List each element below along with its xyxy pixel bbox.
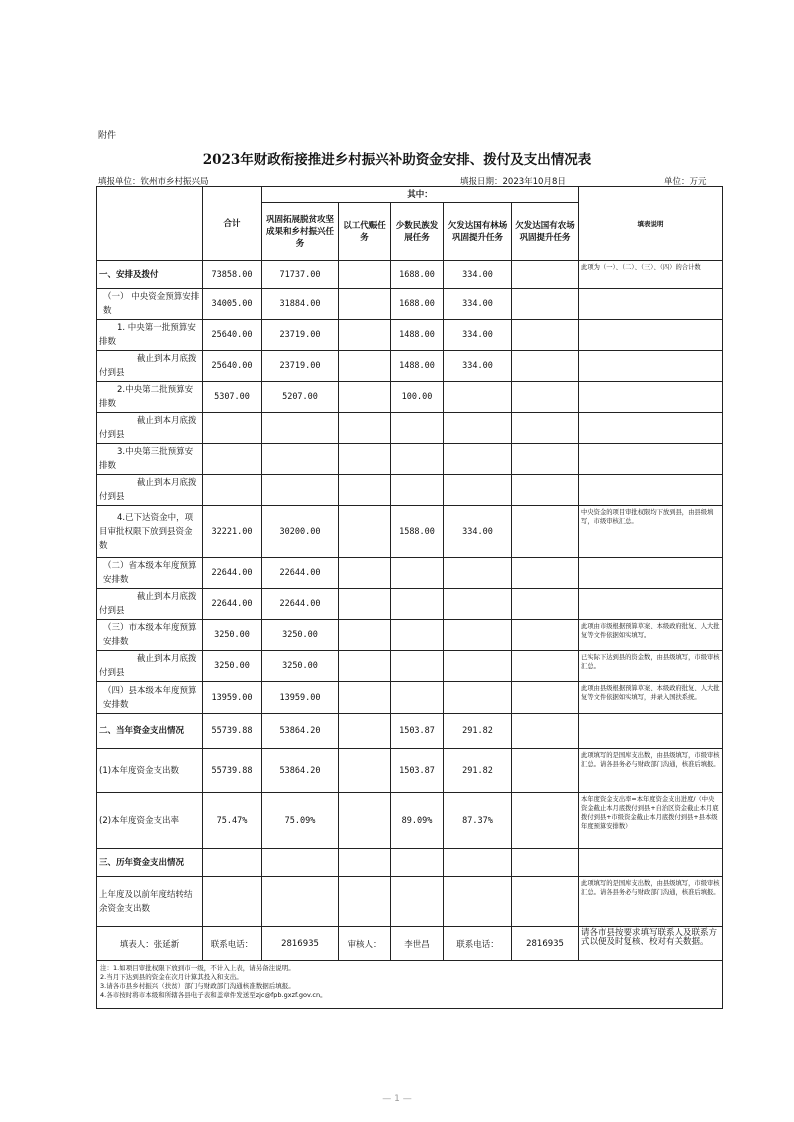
cell-c5: [512, 444, 579, 475]
cell-c4: 334.00: [444, 289, 512, 320]
cell-c3: [391, 877, 444, 927]
row-label: （四）县本级本年度预算安排数: [97, 682, 203, 714]
cell-c4: [444, 558, 512, 589]
row-label: 4.已下达资金中，项目审批权限下放到县资金数: [97, 506, 203, 558]
cell-total: 22644.00: [203, 589, 262, 620]
cell-c1: 53864.20: [262, 749, 339, 793]
cell-c5: [512, 475, 579, 506]
cell-total: 34005.00: [203, 289, 262, 320]
table-row: [97, 289, 723, 320]
cell-c4: 334.00: [444, 261, 512, 289]
cell-c4: [444, 849, 512, 877]
cell-c1: 30200.00: [262, 506, 339, 558]
cell-c3: [391, 849, 444, 877]
cell-c5: [512, 793, 579, 849]
cell-c3: 1488.00: [391, 320, 444, 351]
table-row: [97, 444, 723, 475]
cell-note: 已实际下达到县的资金数，由县级填写，市级审核汇总。: [579, 651, 723, 682]
cell-c1: [262, 444, 339, 475]
cell-c2: [339, 444, 391, 475]
cell-c5: [512, 589, 579, 620]
cell-c1: [262, 877, 339, 927]
cell-c4: 334.00: [444, 506, 512, 558]
filing-date: 填报日期：2023年10月8日: [460, 177, 566, 187]
cell-total: 13959.00: [203, 682, 262, 714]
table-row: [97, 382, 723, 413]
cell-total: [203, 475, 262, 506]
row-label: 二、当年资金支出情况: [97, 714, 203, 749]
cell-c2: [339, 320, 391, 351]
note-line: 注：1.如项目审批权限下放到市一级，不计入上表，请另备注说明。: [100, 964, 295, 972]
cell-c5: [512, 651, 579, 682]
cell-c2: [339, 749, 391, 793]
cell-c4: [444, 620, 512, 651]
table-row: [97, 506, 723, 558]
cell-note: 中央资金的项目审批权限均下放到县，由县级填写，市级审核汇总。: [579, 506, 723, 558]
cell-note: [579, 413, 723, 444]
cell-c1: [262, 413, 339, 444]
cell-note: 本年度资金支出率=本年度资金支出进度/（中央资金截止本月底拨付到县+自治区资金截止本月底拨付到县+市级资金截止本月底拨付到县+县本级年度预算安排数）: [579, 793, 723, 849]
notes-cell: [97, 961, 723, 1009]
cell-c5: [512, 877, 579, 927]
cell-c5: [512, 289, 579, 320]
cell-c4: 334.00: [444, 320, 512, 351]
table-row: [97, 714, 723, 749]
header-c3: 少数民族发展任务: [391, 203, 444, 261]
row-label: 截止到本月底拨付到县: [97, 475, 203, 506]
cell-c1: 22644.00: [262, 589, 339, 620]
cell-note: [579, 351, 723, 382]
cell-c4: [444, 475, 512, 506]
row-label: 截止到本月底拨付到县: [97, 589, 203, 620]
cell-note: [579, 444, 723, 475]
phone-label-2: 联系电话：: [444, 927, 512, 961]
table-row: [97, 589, 723, 620]
row-label: （二）省本级本年度预算安排数: [97, 558, 203, 589]
cell-c2: [339, 261, 391, 289]
reviewer-label: 审核人：: [339, 927, 391, 961]
cell-c3: [391, 444, 444, 475]
cell-c5: [512, 620, 579, 651]
cell-c2: [339, 620, 391, 651]
cell-c4: [444, 589, 512, 620]
table-row: [97, 475, 723, 506]
cell-note: [579, 320, 723, 351]
table-row: [97, 651, 723, 682]
cell-c2: [339, 413, 391, 444]
table-row: [97, 320, 723, 351]
cell-c3: 1503.87: [391, 714, 444, 749]
cell-c2: [339, 589, 391, 620]
table-row: [97, 877, 723, 927]
cell-c5: [512, 261, 579, 289]
cell-total: 5307.00: [203, 382, 262, 413]
row-label: 3.中央第三批预算安排数: [97, 444, 203, 475]
row-label: （一） 中央资金预算安排数: [97, 289, 203, 320]
cell-note: [579, 475, 723, 506]
cell-c1: 5207.00: [262, 382, 339, 413]
attachment-label: 附件: [98, 131, 117, 141]
phone-1: 2816935: [262, 927, 339, 961]
filing-unit: 填报单位：钦州市乡村振兴局: [98, 177, 209, 187]
cell-c5: [512, 382, 579, 413]
header-c1: 巩固拓展脱贫攻坚成果和乡村振兴任务: [262, 203, 339, 261]
table-row: [97, 682, 723, 714]
cell-c1: 3250.00: [262, 620, 339, 651]
cell-c3: [391, 620, 444, 651]
cell-note: 此项由县级根据预算草案、本级政府批复、人大批复等文件依据如实填写，并录入国扶系统。: [579, 682, 723, 714]
cell-c4: 291.82: [444, 749, 512, 793]
cell-c2: [339, 849, 391, 877]
cell-c3: 1688.00: [391, 261, 444, 289]
row-label: (1)本年度资金支出数: [97, 749, 203, 793]
cell-total: 3250.00: [203, 651, 262, 682]
cell-c4: 334.00: [444, 351, 512, 382]
page-number: — 1 —: [382, 1094, 412, 1104]
cell-c5: [512, 714, 579, 749]
row-label: 2.中央第二批预算安排数: [97, 382, 203, 413]
cell-c3: [391, 475, 444, 506]
cell-c2: [339, 651, 391, 682]
cell-note: [579, 382, 723, 413]
cell-total: 25640.00: [203, 320, 262, 351]
cell-total: 55739.88: [203, 714, 262, 749]
cell-c1: [262, 475, 339, 506]
footer-note: 请各市县按要求填写联系人及联系方式以便及时复核、校对有关数据。: [579, 927, 723, 961]
row-label: 截止到本月底拨付到县: [97, 651, 203, 682]
cell-total: 55739.88: [203, 749, 262, 793]
table-row: [97, 793, 723, 849]
cell-c4: [444, 444, 512, 475]
cell-c3: 1488.00: [391, 351, 444, 382]
cell-note: 此项为（一）、（二）、（三）、（四）的合计数: [579, 261, 723, 289]
cell-c2: [339, 289, 391, 320]
cell-c5: [512, 749, 579, 793]
cell-c1: 53864.20: [262, 714, 339, 749]
cell-total: 32221.00: [203, 506, 262, 558]
cell-c3: 1688.00: [391, 289, 444, 320]
cell-c1: 75.09%: [262, 793, 339, 849]
cell-total: [203, 444, 262, 475]
cell-c1: [262, 849, 339, 877]
note-line: 4.各市按时将市本级和所辖各县电子表和盖章件发送至zjc@fpb.gxzf.gov.cn。: [100, 991, 327, 999]
cell-total: 25640.00: [203, 351, 262, 382]
phone-2: 2816935: [512, 927, 579, 961]
table-row: [97, 849, 723, 877]
cell-note: 此项填写的是国库支出数，由县级填写，市级审核汇总。请各县务必与财政部门沟通，核准后填报。: [579, 877, 723, 927]
cell-c2: [339, 351, 391, 382]
note-line: 3.请各市县乡村振兴（扶贫）部门与财政部门沟通核准数据后填报。: [100, 982, 295, 990]
row-label: 三、历年资金支出情况: [97, 849, 203, 877]
table-row: [97, 351, 723, 382]
table-row: [97, 413, 723, 444]
cell-c4: [444, 877, 512, 927]
cell-c3: [391, 558, 444, 589]
header-total: 合计: [203, 187, 262, 261]
cell-total: [203, 413, 262, 444]
cell-c5: [512, 849, 579, 877]
cell-c1: 13959.00: [262, 682, 339, 714]
note-line: 2.当月下达到县的资金在次月计算其投入和支出。: [100, 973, 243, 981]
cell-note: [579, 589, 723, 620]
cell-c4: 291.82: [444, 714, 512, 749]
header-c5: 欠发达国有农场巩固提升任务: [512, 203, 579, 261]
cell-c2: [339, 506, 391, 558]
header-c4: 欠发达国有林场巩固提升任务: [444, 203, 512, 261]
header-group: 其中：: [262, 187, 579, 203]
header-note: 填表说明: [579, 187, 723, 261]
cell-note: [579, 289, 723, 320]
cell-c3: 89.09%: [391, 793, 444, 849]
cell-total: 73858.00: [203, 261, 262, 289]
table-row: [97, 620, 723, 651]
cell-c4: [444, 382, 512, 413]
funds-table: [96, 186, 723, 1009]
cell-c2: [339, 793, 391, 849]
cell-c2: [339, 682, 391, 714]
cell-c3: [391, 589, 444, 620]
cell-c4: 87.37%: [444, 793, 512, 849]
cell-c3: 1503.87: [391, 749, 444, 793]
cell-c2: [339, 877, 391, 927]
cell-c5: [512, 682, 579, 714]
cell-total: [203, 877, 262, 927]
cell-total: 75.47%: [203, 793, 262, 849]
table-row: [97, 261, 723, 289]
cell-c1: 31884.00: [262, 289, 339, 320]
row-label: 截止到本月底拨付到县: [97, 413, 203, 444]
row-label: 截止到本月底拨付到县: [97, 351, 203, 382]
cell-note: [579, 849, 723, 877]
phone-label-1: 联系电话：: [203, 927, 262, 961]
table-row: [97, 749, 723, 793]
currency-unit: 单位：万元: [664, 177, 707, 187]
page-title: 2023年财政衔接推进乡村振兴补助资金安排、拨付及支出情况表: [202, 152, 592, 168]
cell-c3: 100.00: [391, 382, 444, 413]
cell-c4: [444, 682, 512, 714]
cell-c5: [512, 320, 579, 351]
table-row: [97, 558, 723, 589]
header-blank: [97, 187, 203, 261]
reviewer: 李世昌: [391, 927, 444, 961]
cell-note: 此项由市级根据预算草案、本级政府批复、人大批复等文件依据如实填写。: [579, 620, 723, 651]
cell-c5: [512, 558, 579, 589]
cell-c2: [339, 558, 391, 589]
cell-c5: [512, 506, 579, 558]
cell-c2: [339, 475, 391, 506]
cell-total: 3250.00: [203, 620, 262, 651]
cell-total: 22644.00: [203, 558, 262, 589]
cell-c5: [512, 413, 579, 444]
row-label: 一、安排及拨付: [97, 261, 203, 289]
cell-c3: [391, 651, 444, 682]
row-label: 上年度及以前年度结转结余资金支出数: [97, 877, 203, 927]
row-label: (2)本年度资金支出率: [97, 793, 203, 849]
row-label: 1. 中央第一批预算安排数: [97, 320, 203, 351]
header-c2: 以工代赈任务: [339, 203, 391, 261]
cell-c2: [339, 382, 391, 413]
cell-total: [203, 849, 262, 877]
cell-c4: [444, 651, 512, 682]
cell-c1: 23719.00: [262, 351, 339, 382]
cell-c3: [391, 413, 444, 444]
filler: 填表人：张延新: [97, 927, 203, 961]
cell-c5: [512, 351, 579, 382]
cell-c4: [444, 413, 512, 444]
row-label: （三）市本级本年度预算安排数: [97, 620, 203, 651]
cell-c1: 3250.00: [262, 651, 339, 682]
cell-c1: 23719.00: [262, 320, 339, 351]
cell-c3: 1588.00: [391, 506, 444, 558]
cell-c1: 22644.00: [262, 558, 339, 589]
cell-note: [579, 714, 723, 749]
cell-c3: [391, 682, 444, 714]
cell-note: [579, 558, 723, 589]
cell-note: 此项填写的是国库支出数，由县级填写，市级审核汇总。请各县务必与财政部门沟通，核准后填报。: [579, 749, 723, 793]
cell-c2: [339, 714, 391, 749]
cell-c1: 71737.00: [262, 261, 339, 289]
